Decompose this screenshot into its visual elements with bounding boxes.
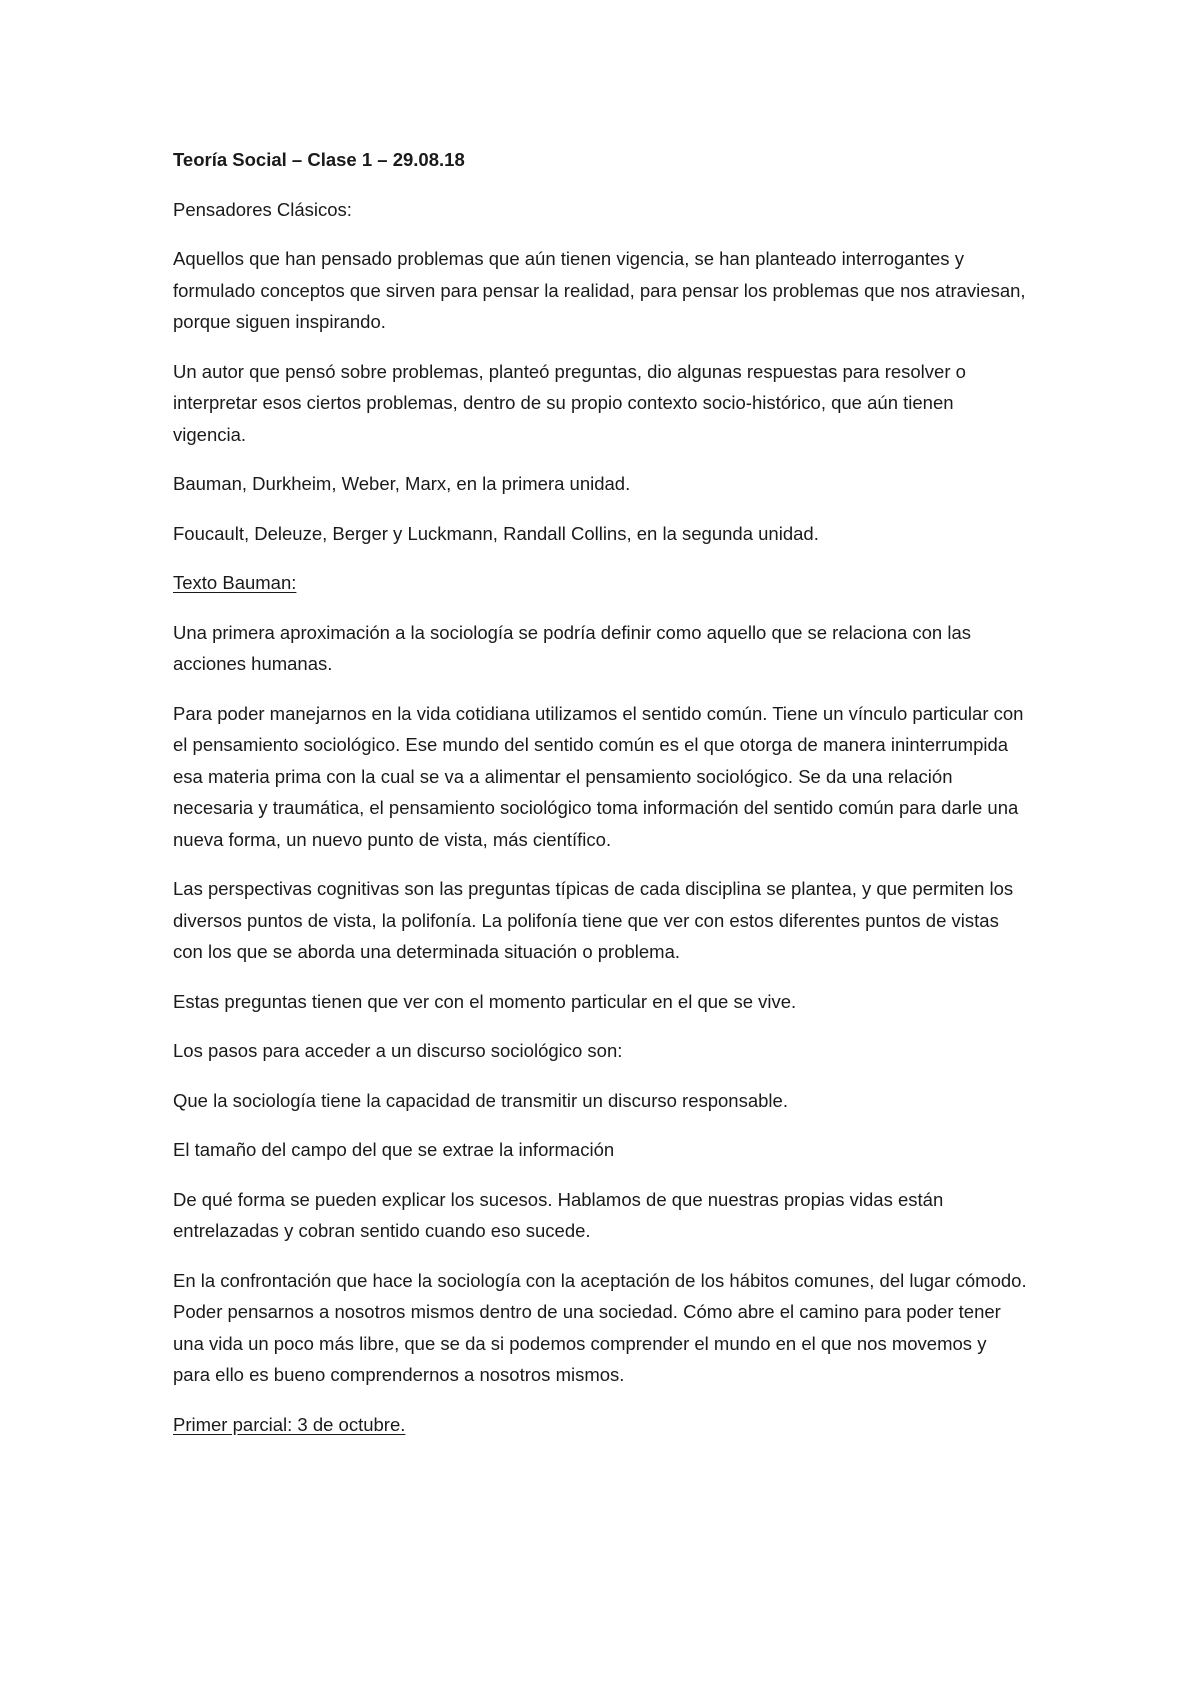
exam-note: Primer parcial: 3 de octubre. [173,1413,406,1435]
paragraph: Foucault, Deleuze, Berger y Luckmann, Randall Collins, en la segunda unidad. [173,522,819,544]
paragraph: Un autor que pensó sobre problemas, planteó preguntas, dio algunas respuestas para resolver o interpretar esos ciertos problemas, dentro de su propio contexto socio-histórico, que aún tienen vigencia. [173,360,966,445]
heading-bauman: Texto Bauman: [173,572,297,593]
paragraph: Bauman, Durkheim, Weber, Marx, en la primera unidad. [173,473,631,494]
paragraph: Los pasos para acceder a un discurso sociológico son: [173,1040,623,1061]
paragraph: Una primera aproximación a la sociología se podría definir como aquello que se relaciona con las acciones humanas. [173,621,972,674]
heading-thinkers: Pensadores Clásicos: [173,198,352,220]
document-body [173,144,1028,1458]
paragraph: De qué forma se pueden explicar los sucesos. Hablamos de que nuestras propias vidas están entrelazadas y cobran sentido cuando eso sucede. [173,1188,944,1241]
paragraph: El tamaño del campo del que se extrae la información [173,1139,615,1160]
document-title: Teoría Social – Clase 1 – 29.08.18 [173,149,465,170]
paragraph: Para poder manejarnos en la vida cotidiana utilizamos el sentido común. Tiene un vínculo particular con el pensamiento sociológico. Ese mundo del sentido común es el que otorga de manera ininterrumpida esa materia prima con la cual se va a alimentar el pensamiento sociológico. Se da una relación necesaria y traumática, el pensamiento sociológico toma información del sentido común para darle una nueva forma, un nuevo punto de vista, más científico. [173,702,1024,850]
paragraph: Aquellos que han pensado problemas que aún tienen vigencia, se han planteado interrogantes y formulado conceptos que sirven para pensar la realidad, para pensar los problemas que nos atraviesan, porque siguen inspirando. [173,248,1026,332]
paragraph: Estas preguntas tienen que ver con el momento particular en el que se vive. [173,990,797,1012]
paragraph: En la confrontación que hace la sociología con la aceptación de los hábitos comunes, del lugar cómodo. Poder pensarnos a nosotros mismos dentro de una sociedad. Cómo abre el camino para poder tener una vida un poco más libre, que se da si podemos comprender el mundo en el que nos movemos y para ello es bueno comprendernos a nosotros mismos. [173,1269,1027,1385]
paragraph: Las perspectivas cognitivas son las preguntas típicas de cada disciplina se plantea, y que permiten los diversos puntos de vista, la polifonía. La polifonía tiene que ver con estos diferentes puntos de vistas con los que se aborda una determinada situación o problema. [173,878,1014,962]
paragraph: Que la sociología tiene la capacidad de transmitir un discurso responsable. [173,1089,788,1111]
